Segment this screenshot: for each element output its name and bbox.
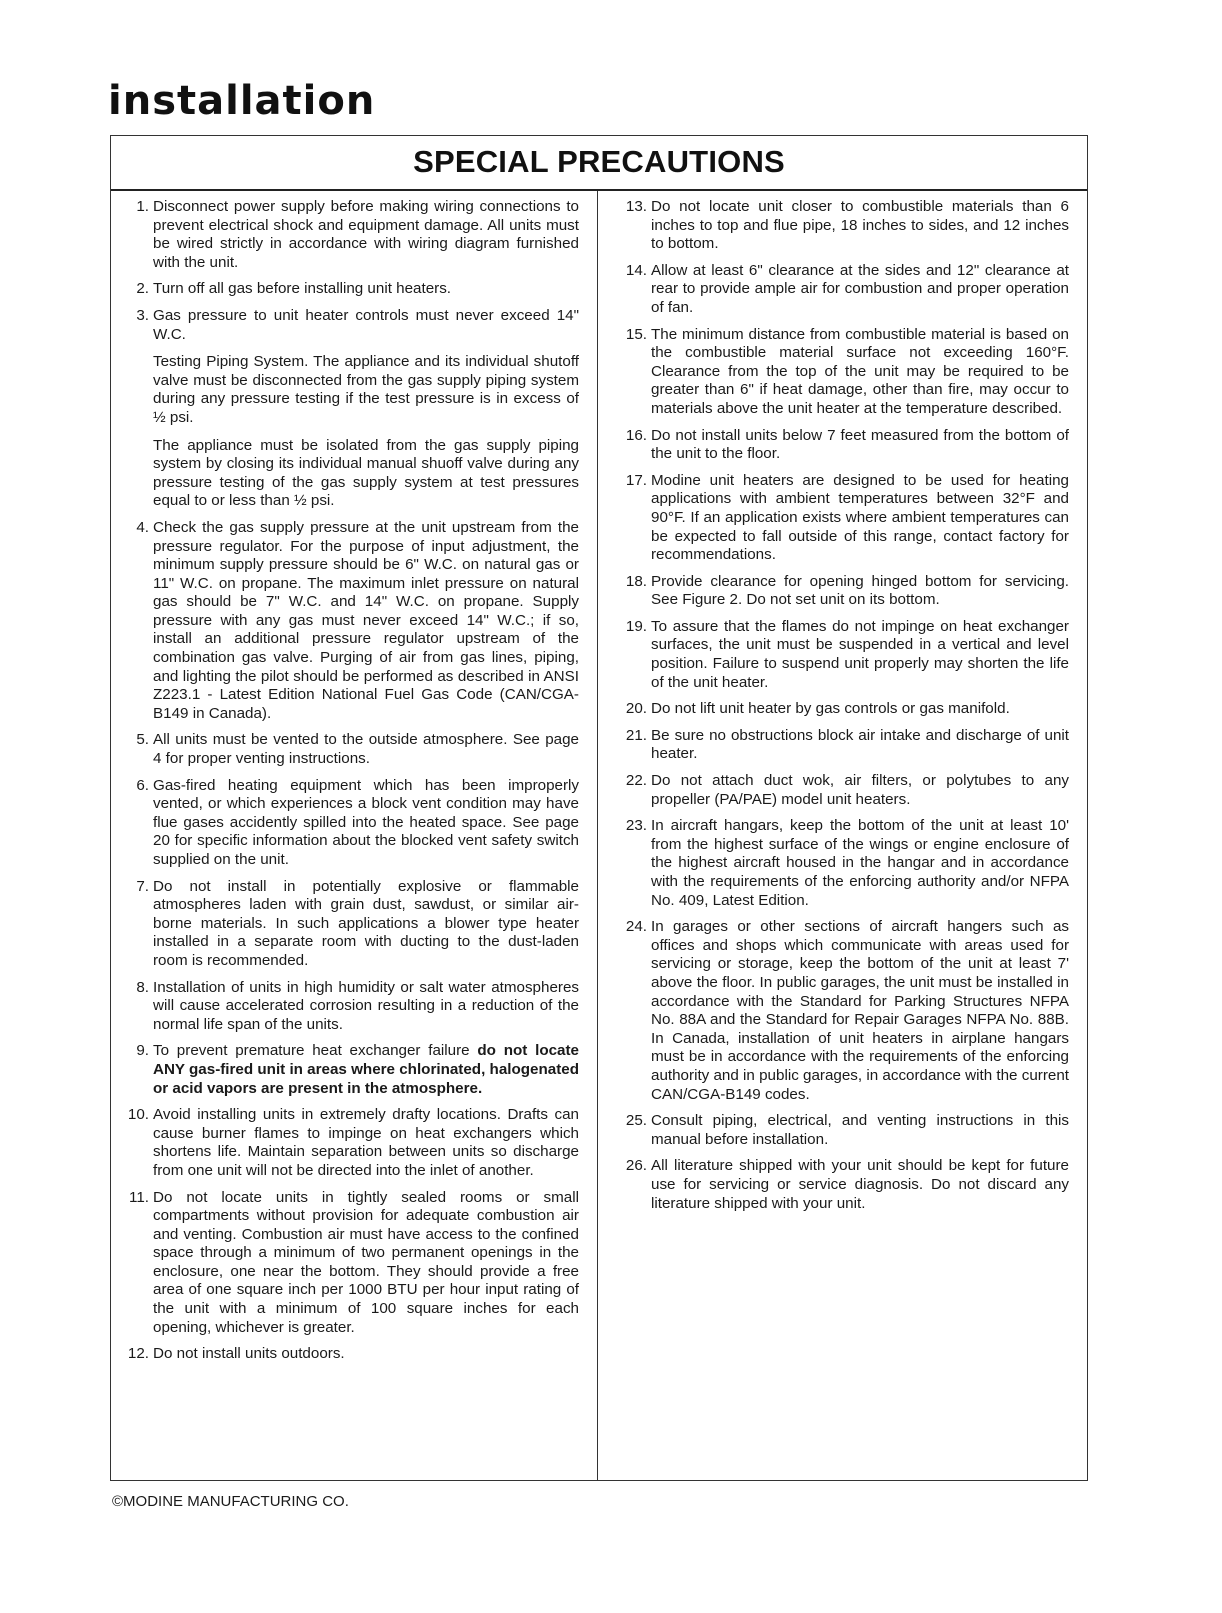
- section-heading: installation: [108, 78, 376, 124]
- precaution-item-7: [119, 878, 579, 971]
- item-text: Gas pressure to unit heater controls must never exceed 14" W.C.: [153, 306, 579, 343]
- item-text: Do not locate unit closer to combustible materials than 6 inches to top and flue pipe, 18 inches to sides, and 12 inches to bottom.: [651, 198, 1069, 253]
- item-number: 15.: [625, 325, 647, 343]
- precaution-item-22: [611, 772, 1069, 809]
- item-number: 24.: [625, 918, 647, 936]
- box-title: SPECIAL PRECAUTIONS: [111, 136, 1087, 191]
- item-text: Turn off all gas before installing unit heaters.: [153, 280, 452, 298]
- item-text: Do not install units outdoors.: [153, 1345, 345, 1363]
- item-text: To assure that the flames do not impinge on heat exchanger surfaces, the unit must be suspended in a vertical and level position. Failure to suspend unit properly may shorten the life of the unit heater.: [651, 617, 1069, 691]
- precaution-item-3: [119, 307, 579, 511]
- item-number: 23.: [625, 817, 647, 835]
- item-number: 19.: [625, 617, 647, 635]
- item-text: In garages or other sections of aircraft hangers such as offices and shops which communicate with areas used for servicing or storage, keep the bottom of the unit at least 7' above the floor. In public garages, the unit must be installed in accordance with the Standard for Parking Structures NFPA No. 88A and the Standard for Repair Garages NFPA No. 88B. In Canada, installation of unit heaters in airplane hangars must be in accordance with the requirements of the enforcing authority and in public garages, in accordance with the current CAN/CGA-B149 codes.: [651, 918, 1069, 1103]
- precaution-item-11: [119, 1189, 579, 1338]
- item-number: 13.: [625, 198, 647, 215]
- item-number: 17.: [625, 471, 647, 489]
- item-number: 5.: [136, 731, 149, 749]
- precaution-item-8: [119, 979, 579, 1035]
- item-number: 6.: [136, 776, 149, 794]
- item-number: 1.: [136, 198, 149, 215]
- item-number: 20.: [625, 700, 647, 718]
- right-column: [598, 191, 1087, 1480]
- item-text: Gas-fired heating equipment which has been improperly vented, or which experiences a block vent condition may have flue gases accidently spilled into the heated space. See page 20 for specific information about the blocked vent safety switch supplied on the unit.: [153, 776, 579, 868]
- item-number: 22.: [625, 772, 647, 790]
- item-text: Disconnect power supply before making wiring connections to prevent electrical shock and equipment damage. All units must be wired strictly in accordance with wiring diagram furnished with the unit.: [153, 198, 579, 271]
- precaution-item-13: [611, 198, 1069, 254]
- special-precautions-box: [110, 135, 1088, 1481]
- item-number: 3.: [136, 306, 149, 324]
- precaution-item-15: [611, 326, 1069, 419]
- item-number: 9.: [136, 1042, 149, 1060]
- precaution-item-17: [611, 472, 1069, 565]
- item-subparagraph-testing: Testing Piping System. The appliance and its individual shutoff valve must be disconnected from the gas supply piping system during any pressure testing if the test pressure is in excess of ½ psi.: [153, 353, 579, 426]
- precaution-item-4: [119, 519, 579, 724]
- item-text: Allow at least 6" clearance at the sides and 12" clearance at rear to provide ample air for combustion and proper operation of fan.: [651, 261, 1069, 316]
- item-text: Installation of units in high humidity or salt water atmospheres will cause accelerated corrosion resulting in a reduction of the normal life span of the units.: [153, 978, 579, 1033]
- item-number: 25.: [625, 1112, 647, 1130]
- item-number: 26.: [625, 1157, 647, 1175]
- precaution-item-16: [611, 427, 1069, 464]
- precaution-item-6: [119, 777, 579, 870]
- item-warning-text: do not locate ANY gas-fired unit in areas where chlorinated, halogenated or acid vapors are present in the atmosphere.: [153, 1042, 579, 1097]
- precaution-item-2: [119, 280, 579, 299]
- item-text: Be sure no obstructions block air intake and discharge of unit heater.: [651, 726, 1069, 763]
- item-text: Do not attach duct wok, air filters, or polytubes to any propeller (PA/PAE) model unit heaters.: [651, 772, 1069, 808]
- precaution-item-26: [611, 1157, 1069, 1213]
- item-number: 4.: [136, 518, 149, 536]
- item-number: 14.: [625, 261, 647, 279]
- precaution-item-23: [611, 817, 1069, 910]
- precaution-item-21: [611, 727, 1069, 764]
- item-text: Provide clearance for opening hinged bottom for servicing. See Figure 2. Do not set unit on its bottom.: [651, 572, 1069, 609]
- precaution-item-1: [119, 198, 579, 272]
- item-text: Modine unit heaters are designed to be used for heating applications with ambient temperatures between 32°F and 90°F. If an application exists where ambient temperatures can be expected to fall outside of this range, contact factory for recommendations.: [651, 471, 1069, 564]
- left-column: [111, 191, 598, 1480]
- precautions-columns: [111, 191, 1087, 1480]
- item-text: To prevent premature heat exchanger failure: [153, 1042, 478, 1060]
- item-text: Avoid installing units in extremely drafty locations. Drafts can cause burner flames to impinge on heat exchangers which shortens life. Maintain separation between units so discharge from one unit will not be directed into the inlet of another.: [153, 1106, 579, 1179]
- item-number: 16.: [625, 426, 647, 444]
- item-number: 8.: [136, 978, 149, 996]
- item-text: Consult piping, electrical, and venting instructions in this manual before installation.: [651, 1112, 1069, 1148]
- item-text: In aircraft hangars, keep the bottom of the unit at least 10' from the highest surface of the wings or engine enclosure of the highest aircraft housed in the hangar and in accordance with the requirements of the enforcing authority and/or NFPA No. 409, Latest Edition.: [651, 817, 1069, 909]
- item-number: 7.: [136, 877, 149, 895]
- item-text: The minimum distance from combustible material is based on the combustible material surface not exceeding 160°F. Clearance from the top of the unit may be required to be greater than 6" if heat damage, other than fire, may occur to materials above the unit heater at the temperature described.: [651, 325, 1069, 417]
- item-subparagraph-isolation: The appliance must be isolated from the gas supply piping system by closing its individual manual shuoff valve during any pressure testing of the gas supply system at test pressures equal to or less than ½ psi.: [153, 436, 579, 510]
- item-text: Check the gas supply pressure at the unit upstream from the pressure regulator. For the purpose of input adjustment, the minimum supply pressure should be 6" W.C. on natural gas or 11" W.C. on propane. The maximum inlet pressure on natural gas should be 7" W.C. and 14" W.C. on propane. Supply pressure with any gas must never exceed 14" W.C.; if so, install an additional pressure regulator upstream of the combination gas valve. Purging of air from gas lines, piping, and lighting the pilot should be performed as described in ANSI Z223.1 - Latest Edition National Fuel Gas Code (CAN/CGA-B149 in Canada).: [153, 518, 579, 722]
- precaution-item-20: [611, 700, 1069, 719]
- item-text: Do not install in potentially explosive or flammable atmospheres laden with grain dust, sawdust, or similar air-borne materials. In such applications a blower type heater installed in a separate room with ducting to the dust-laden room is recommended.: [153, 877, 579, 969]
- precaution-item-12: [119, 1345, 579, 1364]
- precaution-item-9: [119, 1042, 579, 1098]
- item-text: All units must be vented to the outside atmosphere. See page 4 for proper venting instructions.: [153, 731, 579, 768]
- item-number: 12.: [127, 1345, 149, 1363]
- item-number: 11.: [129, 1188, 149, 1206]
- precaution-item-10: [119, 1106, 579, 1180]
- item-text: Do not install units below 7 feet measured from the bottom of the unit to the floor.: [651, 426, 1069, 463]
- item-number: 2.: [136, 280, 149, 298]
- precaution-item-14: [611, 262, 1069, 318]
- precaution-item-19: [611, 618, 1069, 692]
- item-number: 18.: [625, 572, 647, 590]
- copyright-footer: ©MODINE MANUFACTURING CO.: [112, 1493, 349, 1510]
- precaution-item-18: [611, 573, 1069, 610]
- precaution-item-24: [611, 918, 1069, 1104]
- precaution-item-5: [119, 731, 579, 768]
- item-number: 10.: [127, 1106, 149, 1124]
- item-text: Do not locate units in tightly sealed rooms or small compartments without provision for adequate combustion air and venting. Combustion air must have access to the confined space through a minimum of two permanent openings in the enclosure, one near the bottom. They should provide a free area of one square inch per 1000 BTU per hour input rating of the unit with a minimum of 100 square inches for each opening, whichever is greater.: [153, 1188, 579, 1336]
- item-text: Do not lift unit heater by gas controls or gas manifold.: [651, 700, 1010, 718]
- item-number: 21.: [625, 726, 647, 744]
- item-text: All literature shipped with your unit should be kept for future use for servicing or service diagnosis. Do not discard any literature shipped with your unit.: [651, 1157, 1069, 1212]
- precaution-item-25: [611, 1112, 1069, 1149]
